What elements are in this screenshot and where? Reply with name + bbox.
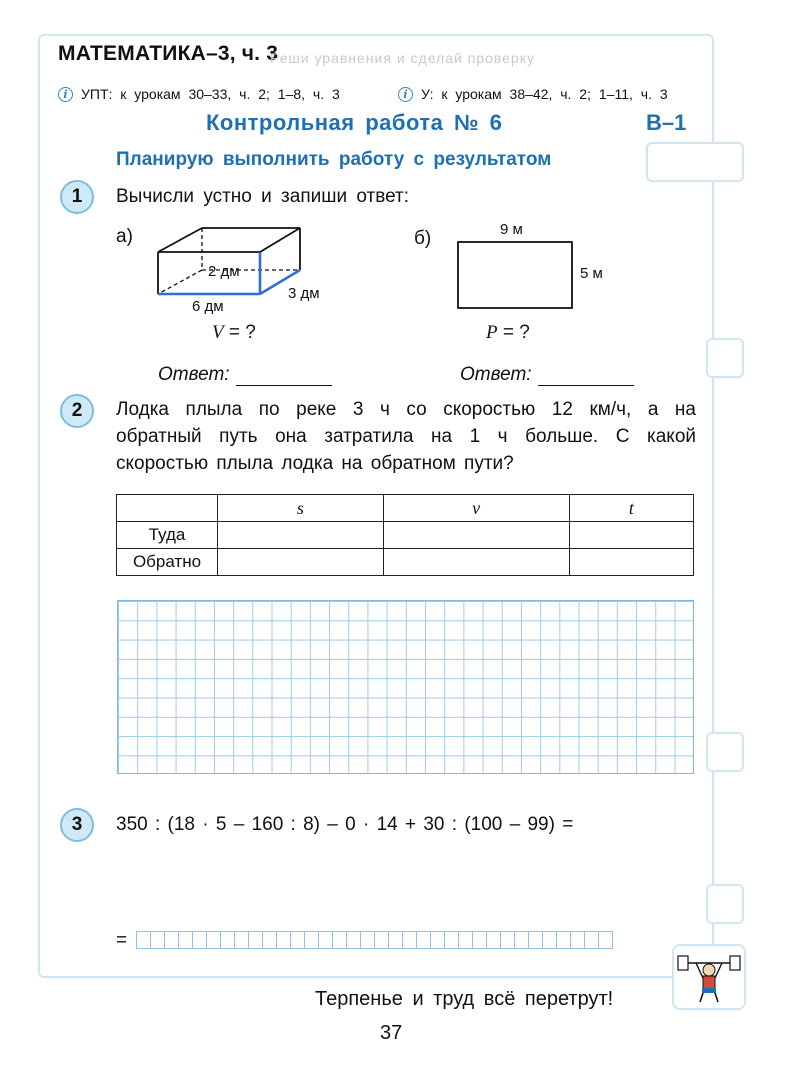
volume-var: V bbox=[212, 322, 224, 343]
dim-length-label: 6 дм bbox=[192, 298, 224, 315]
reference-textbook-text: У: к урокам 38–42, ч. 2; 1–11, ч. 3 bbox=[421, 86, 668, 102]
reference-textbook bbox=[398, 86, 668, 102]
info-icon: i bbox=[58, 87, 73, 102]
box-diagram bbox=[150, 218, 340, 318]
answer-a bbox=[158, 364, 332, 386]
side-tab bbox=[706, 884, 744, 924]
table-cell[interactable] bbox=[218, 549, 384, 576]
task-number-2: 2 bbox=[60, 394, 94, 428]
perimeter-question-rest: = ? bbox=[497, 322, 530, 343]
task2-text: Лодка плыла по реке 3 ч со скоростью 12 км/ч, а на обратный путь она затратила на 1 ч больше. С какой скоростью плыла лодка на обратном пути? bbox=[116, 399, 696, 474]
solution-grid[interactable] bbox=[117, 600, 694, 774]
perimeter-var: P bbox=[486, 322, 498, 343]
table-header-v: v bbox=[383, 495, 569, 522]
task1-part-b-label: б) bbox=[414, 228, 432, 249]
motion-table bbox=[116, 494, 694, 576]
task1-text: Вычисли устно и запиши ответ: bbox=[116, 186, 410, 207]
dim-width-label: 3 дм bbox=[288, 285, 320, 302]
dim-top-label: 9 м bbox=[500, 221, 523, 238]
dim-side-label: 5 м bbox=[580, 265, 603, 282]
table-row bbox=[117, 549, 694, 576]
variant-label: В–1 bbox=[646, 110, 687, 135]
mascot-weightlifter-icon bbox=[672, 944, 746, 1010]
task3-expression: 350 : (18 · 5 – 160 : 8) – 0 · 14 + 30 : (100 – 99) = bbox=[116, 814, 574, 835]
perimeter-question bbox=[486, 322, 530, 344]
answer-a-blank[interactable] bbox=[236, 367, 332, 386]
row-label-back: Обратно bbox=[117, 549, 218, 576]
page-number: 37 bbox=[380, 1022, 403, 1044]
task1-part-a-label: а) bbox=[116, 226, 133, 247]
ghost-text: Реши уравнения и сделай проверку bbox=[270, 50, 535, 66]
motto: Терпенье и труд всё перетрут! bbox=[315, 988, 614, 1010]
result-equals: = bbox=[116, 930, 128, 951]
table-header-s: s bbox=[218, 495, 384, 522]
volume-question bbox=[212, 322, 256, 344]
test-title: Контрольная работа № 6 bbox=[206, 110, 503, 135]
side-tab bbox=[706, 732, 744, 772]
table-cell[interactable] bbox=[569, 522, 693, 549]
table-cell[interactable] bbox=[569, 549, 693, 576]
answer-b bbox=[460, 364, 634, 386]
side-tab bbox=[706, 338, 744, 378]
table-header-cell bbox=[117, 495, 218, 522]
table-header-row bbox=[117, 495, 694, 522]
rectangle-diagram bbox=[450, 216, 620, 316]
table-row bbox=[117, 522, 694, 549]
table-cell[interactable] bbox=[383, 549, 569, 576]
task-number-1: 1 bbox=[60, 180, 94, 214]
subject-title: МАТЕМАТИКА–3, ч. 3 bbox=[58, 42, 279, 65]
answer-cells[interactable] bbox=[136, 931, 612, 949]
answer-b-blank[interactable] bbox=[538, 367, 634, 386]
volume-question-rest: = ? bbox=[223, 322, 256, 343]
reference-upt bbox=[58, 86, 340, 102]
table-cell[interactable] bbox=[383, 522, 569, 549]
task-number-3: 3 bbox=[60, 808, 94, 842]
reference-upt-text: УПТ: к урокам 30–33, ч. 2; 1–8, ч. 3 bbox=[81, 86, 340, 102]
plan-result-box[interactable] bbox=[646, 142, 744, 182]
plan-text: Планирую выполнить работу с результатом bbox=[116, 149, 552, 170]
row-label-there: Туда bbox=[117, 522, 218, 549]
info-icon: i bbox=[398, 87, 413, 102]
table-header-t: t bbox=[569, 495, 693, 522]
answer-b-label: Ответ: bbox=[460, 364, 532, 385]
dim-height-label: 2 дм bbox=[208, 263, 240, 280]
answer-a-label: Ответ: bbox=[158, 364, 230, 385]
table-cell[interactable] bbox=[218, 522, 384, 549]
